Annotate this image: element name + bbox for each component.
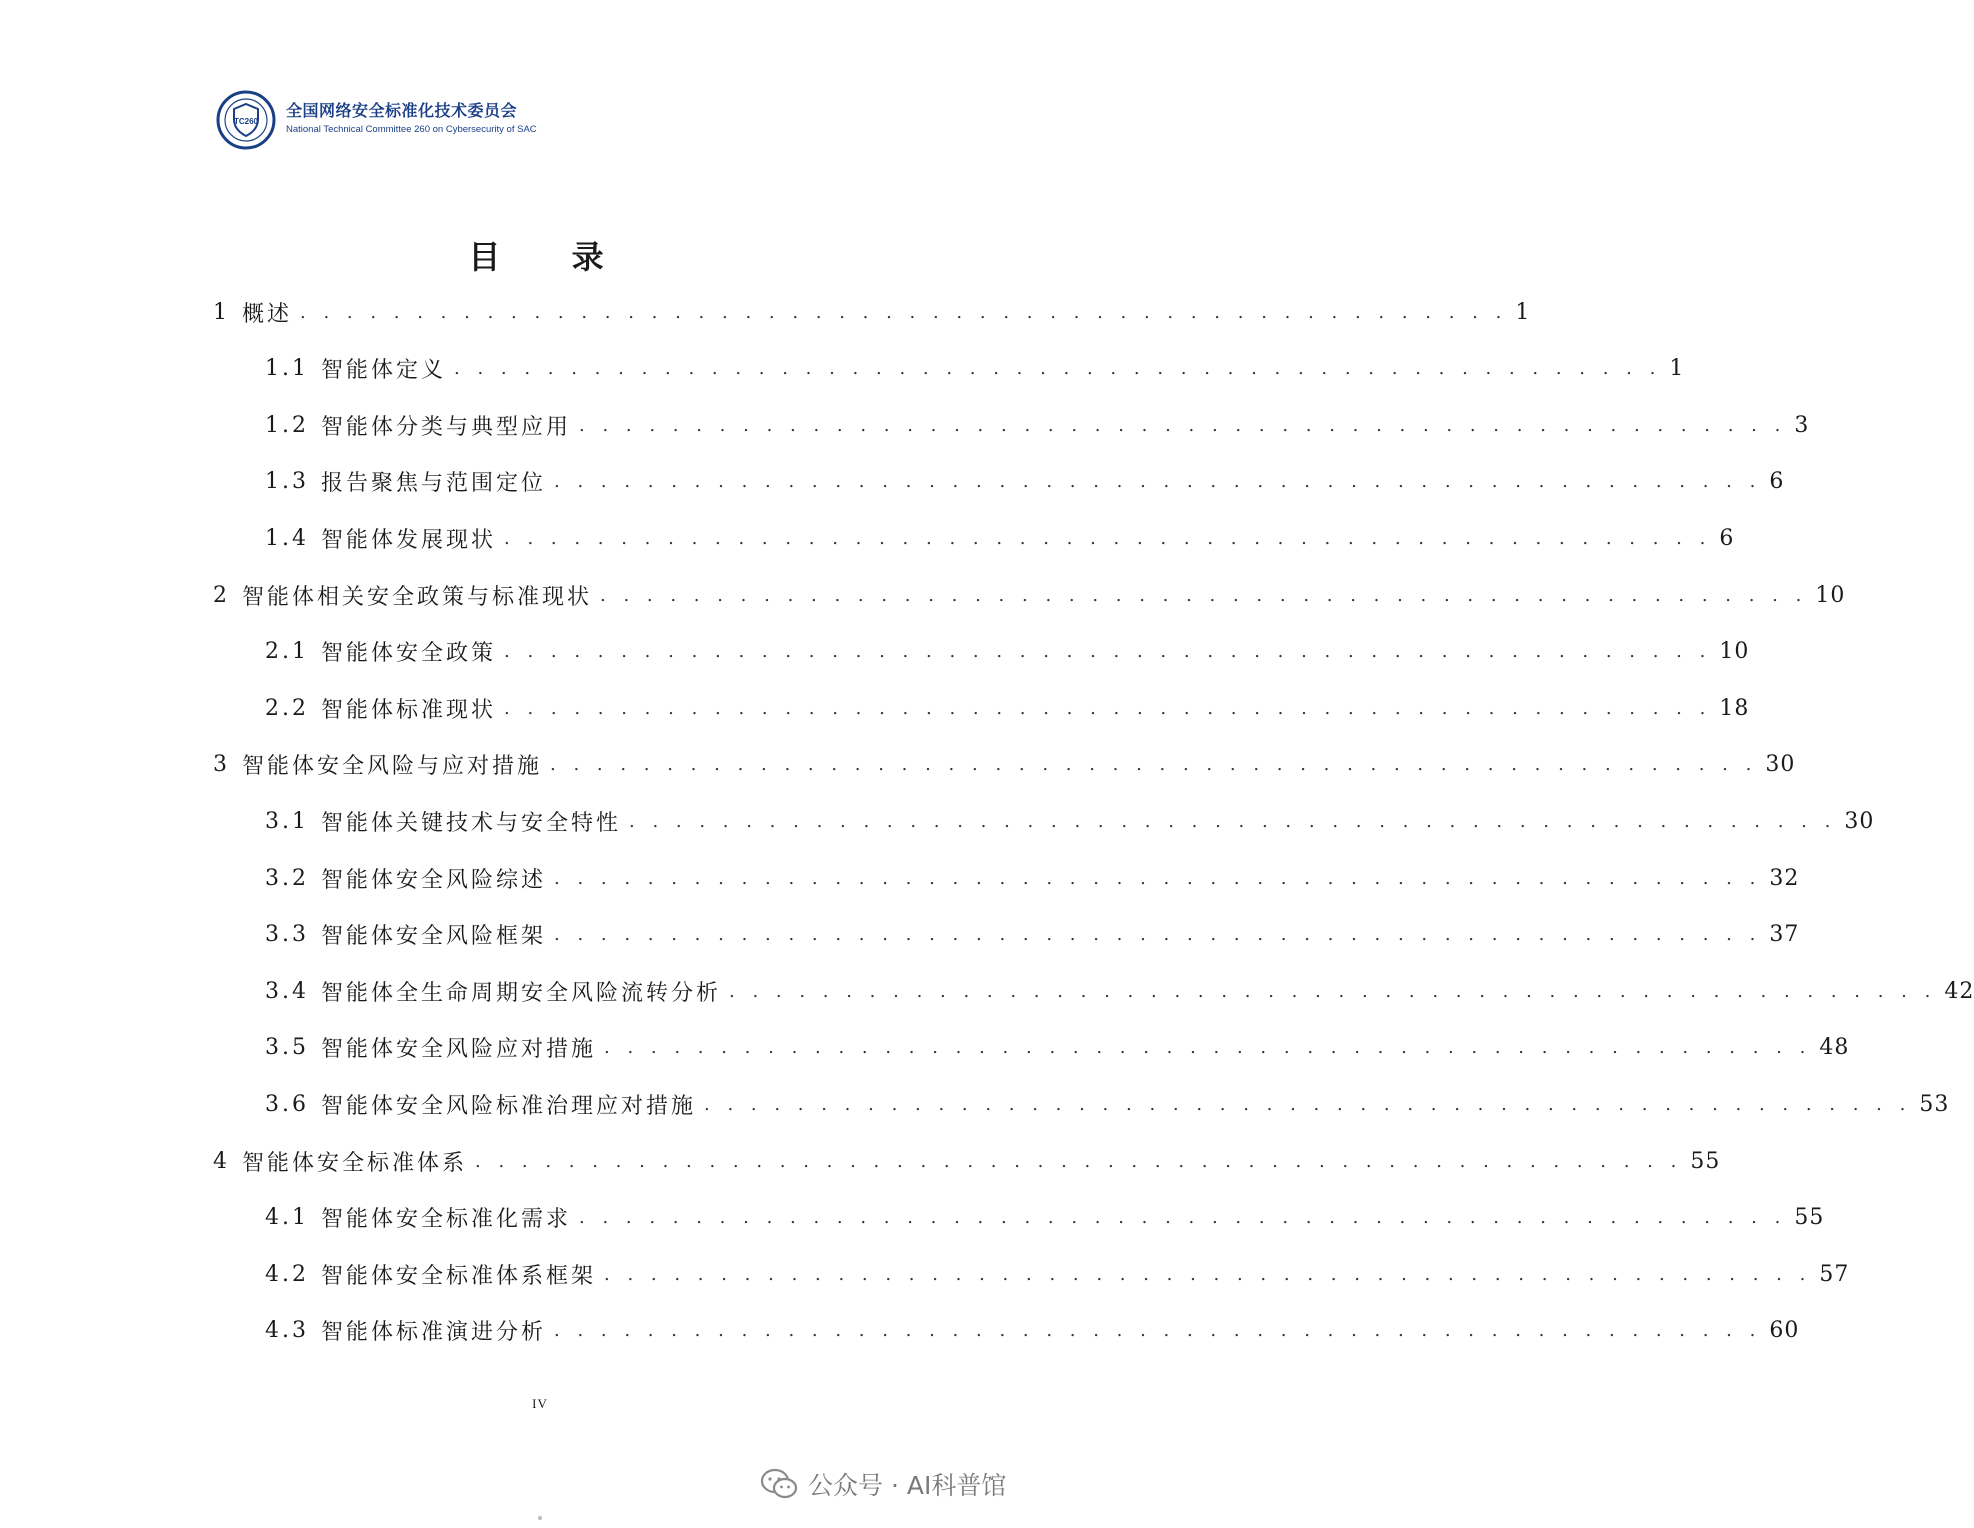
toc-entry[interactable]	[265, 518, 1735, 558]
toc-entry[interactable]	[265, 915, 1800, 955]
toc-entry-number: 1.3	[265, 469, 309, 495]
toc-entry-label: 智能体安全标准体系框架	[321, 1263, 597, 1289]
toc-entry-label: 智能体关键技术与安全特性	[321, 810, 622, 836]
toc-entry-page: 10	[1719, 639, 1750, 665]
toc-dot-leader: . . . . . . . . . . . . . . . . . . . . . . . . . . . . . . . . . . . . . . . . . . . . . . . . . . . .	[504, 527, 1712, 549]
page-number: IV	[532, 1396, 548, 1411]
toc-entry-page: 55	[1690, 1148, 1721, 1174]
toc-dot-leader: . . . . . . . . . . . . . . . . . . . . . . . . . . . . . . . . . . . . . . . . . . . . . . . . . . . .	[629, 810, 1837, 832]
toc-entry-number: 3.6	[265, 1091, 309, 1117]
toc-entry-number: 1.1	[265, 356, 309, 382]
org-name-en: National Technical Committee 260 on Cybersecurity of SAC	[286, 124, 537, 135]
toc-entry-page: 37	[1769, 922, 1800, 948]
toc-dot-leader: . . . . . . . . . . . . . . . . . . . . . . . . . . . . . . . . . . . . . . . . . . . . . . . . . . . .	[504, 697, 1712, 719]
toc-entry[interactable]	[213, 1141, 1721, 1181]
toc-entry[interactable]	[213, 292, 1531, 332]
toc-entry[interactable]	[265, 858, 1800, 898]
toc-entry-number: 3.3	[265, 922, 309, 948]
toc-entry-number: 1.4	[265, 525, 309, 551]
toc-entry-label: 报告聚焦与范围定位	[321, 471, 547, 497]
toc-entry-page: 48	[1819, 1035, 1850, 1061]
toc-entry-label: 智能体安全政策	[321, 641, 497, 667]
toc-entry-number: 3.4	[265, 978, 309, 1004]
toc-entry-page: 30	[1765, 752, 1796, 778]
toc-entry-label: 智能体标准现状	[321, 697, 497, 723]
toc-entry[interactable]	[265, 1311, 1800, 1351]
toc-entry[interactable]	[265, 632, 1750, 672]
toc-entry-page: 6	[1719, 525, 1735, 551]
toc-dot-leader: . . . . . . . . . . . . . . . . . . . . . . . . . . . . . . . . . . . . . . . . . . . . . . . . . . . .	[579, 1207, 1787, 1229]
toc-entry-page: 53	[1919, 1091, 1950, 1117]
toc-entry[interactable]	[213, 575, 1846, 615]
toc-entry[interactable]	[265, 462, 1785, 502]
toc-entry-label: 智能体分类与典型应用	[321, 414, 572, 440]
toc-dot-leader: . . . . . . . . . . . . . . . . . . . . . . . . . . . . . . . . . . . . . . . . . . . . . . . . . . . .	[554, 471, 1762, 493]
svg-text:TC260: TC260	[233, 117, 259, 126]
toc-dot-leader: . . . . . . . . . . . . . . . . . . . . . . . . . . . . . . . . . . . . . . . . . . . . . . . . . . . .	[729, 980, 1937, 1002]
toc-entry[interactable]	[265, 1254, 1850, 1294]
toc-entry-label: 智能体定义	[321, 358, 447, 384]
toc-entry[interactable]	[213, 745, 1796, 785]
toc-entry[interactable]	[265, 405, 1810, 445]
toc-entry-page: 3	[1794, 412, 1810, 438]
tc260-logo-icon	[216, 90, 276, 150]
toc-entry-number: 3	[213, 752, 230, 778]
wechat-icon	[760, 1468, 798, 1500]
toc-entry-label: 智能体安全标准化需求	[321, 1207, 572, 1233]
toc-dot-leader: . . . . . . . . . . . . . . . . . . . . . . . . . . . . . . . . . . . . . . . . . . . . . . . . . . . .	[554, 1320, 1762, 1342]
toc-entry-page: 32	[1769, 865, 1800, 891]
toc-entry-page: 10	[1815, 582, 1846, 608]
toc-entry-label: 智能体安全风险综述	[321, 867, 547, 893]
toc-dot-leader: . . . . . . . . . . . . . . . . . . . . . . . . . . . . . . . . . . . . . . . . . . . . . . . . . . . .	[579, 414, 1787, 436]
toc-entry[interactable]	[265, 1028, 1850, 1068]
document-header	[210, 86, 540, 166]
toc-dot-leader: . . . . . . . . . . . . . . . . . . . . . . . . . . . . . . . . . . . . . . . . . . . . . . . . . . . .	[300, 301, 1508, 323]
toc-entry[interactable]	[265, 1084, 1950, 1124]
toc-entry-page: 1	[1669, 356, 1685, 382]
toc-entry-page: 60	[1769, 1318, 1800, 1344]
toc-entry-number: 2	[213, 582, 230, 608]
toc-entry-label: 智能体安全风险应对措施	[321, 1037, 597, 1063]
toc-dot-leader: . . . . . . . . . . . . . . . . . . . . . . . . . . . . . . . . . . . . . . . . . . . . . . . . . . . .	[550, 754, 1758, 776]
toc-dot-leader: . . . . . . . . . . . . . . . . . . . . . . . . . . . . . . . . . . . . . . . . . . . . . . . . . . . .	[475, 1150, 1683, 1172]
toc-entry-page: 18	[1719, 695, 1750, 721]
toc-dot-leader: . . . . . . . . . . . . . . . . . . . . . . . . . . . . . . . . . . . . . . . . . . . . . . . . . . . .	[504, 641, 1712, 663]
toc-entry-page: 57	[1819, 1261, 1850, 1287]
toc-dot-leader: . . . . . . . . . . . . . . . . . . . . . . . . . . . . . . . . . . . . . . . . . . . . . . . . . . . .	[604, 1037, 1812, 1059]
toc-entry-number: 3.1	[265, 808, 309, 834]
toc-entry-number: 4.2	[265, 1261, 309, 1287]
toc-entry[interactable]	[265, 688, 1750, 728]
toc-dot-leader: . . . . . . . . . . . . . . . . . . . . . . . . . . . . . . . . . . . . . . . . . . . . . . . . . . . .	[554, 867, 1762, 889]
watermark	[760, 1462, 1006, 1506]
toc-entry[interactable]	[265, 971, 1974, 1011]
toc-dot-leader: . . . . . . . . . . . . . . . . . . . . . . . . . . . . . . . . . . . . . . . . . . . . . . . . . . . .	[454, 358, 1662, 380]
toc-entry-label: 智能体安全风险与应对措施	[242, 754, 543, 780]
toc-entry-label: 智能体安全风险框架	[321, 924, 547, 950]
toc-entry-label: 智能体全生命周期安全风险流转分析	[321, 980, 722, 1006]
toc-entry-number: 3.2	[265, 865, 309, 891]
toc-entry-number: 4.3	[265, 1318, 309, 1344]
toc-entry-page: 55	[1794, 1205, 1825, 1231]
toc-dot-leader: . . . . . . . . . . . . . . . . . . . . . . . . . . . . . . . . . . . . . . . . . . . . . . . . . . . .	[600, 584, 1808, 606]
toc-entry-label: 智能体安全标准体系	[242, 1150, 468, 1176]
page-title: 目 录	[468, 238, 634, 276]
toc-entry[interactable]	[265, 1198, 1825, 1238]
toc-entry-page: 1	[1515, 299, 1531, 325]
toc-entry-number: 4	[213, 1148, 230, 1174]
toc-entry-number: 3.5	[265, 1035, 309, 1061]
watermark-text: 公众号 · AI科普馆	[808, 1471, 1007, 1500]
toc-entry-label: 智能体安全风险标准治理应对措施	[321, 1093, 697, 1119]
toc-dot-leader: . . . . . . . . . . . . . . . . . . . . . . . . . . . . . . . . . . . . . . . . . . . . . . . . . . . .	[704, 1093, 1912, 1115]
toc-entry-label: 智能体相关安全政策与标准现状	[242, 584, 593, 610]
toc-entry-page: 30	[1844, 808, 1875, 834]
toc-entry-number: 2.1	[265, 639, 309, 665]
org-name-cn: 全国网络安全标准化技术委员会	[286, 101, 518, 120]
toc-entry[interactable]	[265, 801, 1875, 841]
divider-dot	[538, 1516, 542, 1520]
toc-entry-number: 4.1	[265, 1205, 309, 1231]
toc-entry-page: 42	[1944, 978, 1974, 1004]
toc-entry-number: 1	[213, 299, 230, 325]
toc-entry-label: 智能体标准演进分析	[321, 1320, 547, 1346]
toc-dot-leader: . . . . . . . . . . . . . . . . . . . . . . . . . . . . . . . . . . . . . . . . . . . . . . . . . . . .	[554, 924, 1762, 946]
toc-dot-leader: . . . . . . . . . . . . . . . . . . . . . . . . . . . . . . . . . . . . . . . . . . . . . . . . . . . .	[604, 1263, 1812, 1285]
toc-entry-number: 1.2	[265, 412, 309, 438]
toc-entry[interactable]	[265, 349, 1685, 389]
toc-entry-number: 2.2	[265, 695, 309, 721]
toc-entry-label: 智能体发展现状	[321, 527, 497, 553]
toc-entry-label: 概述	[242, 301, 293, 327]
toc-entry-page: 6	[1769, 469, 1785, 495]
